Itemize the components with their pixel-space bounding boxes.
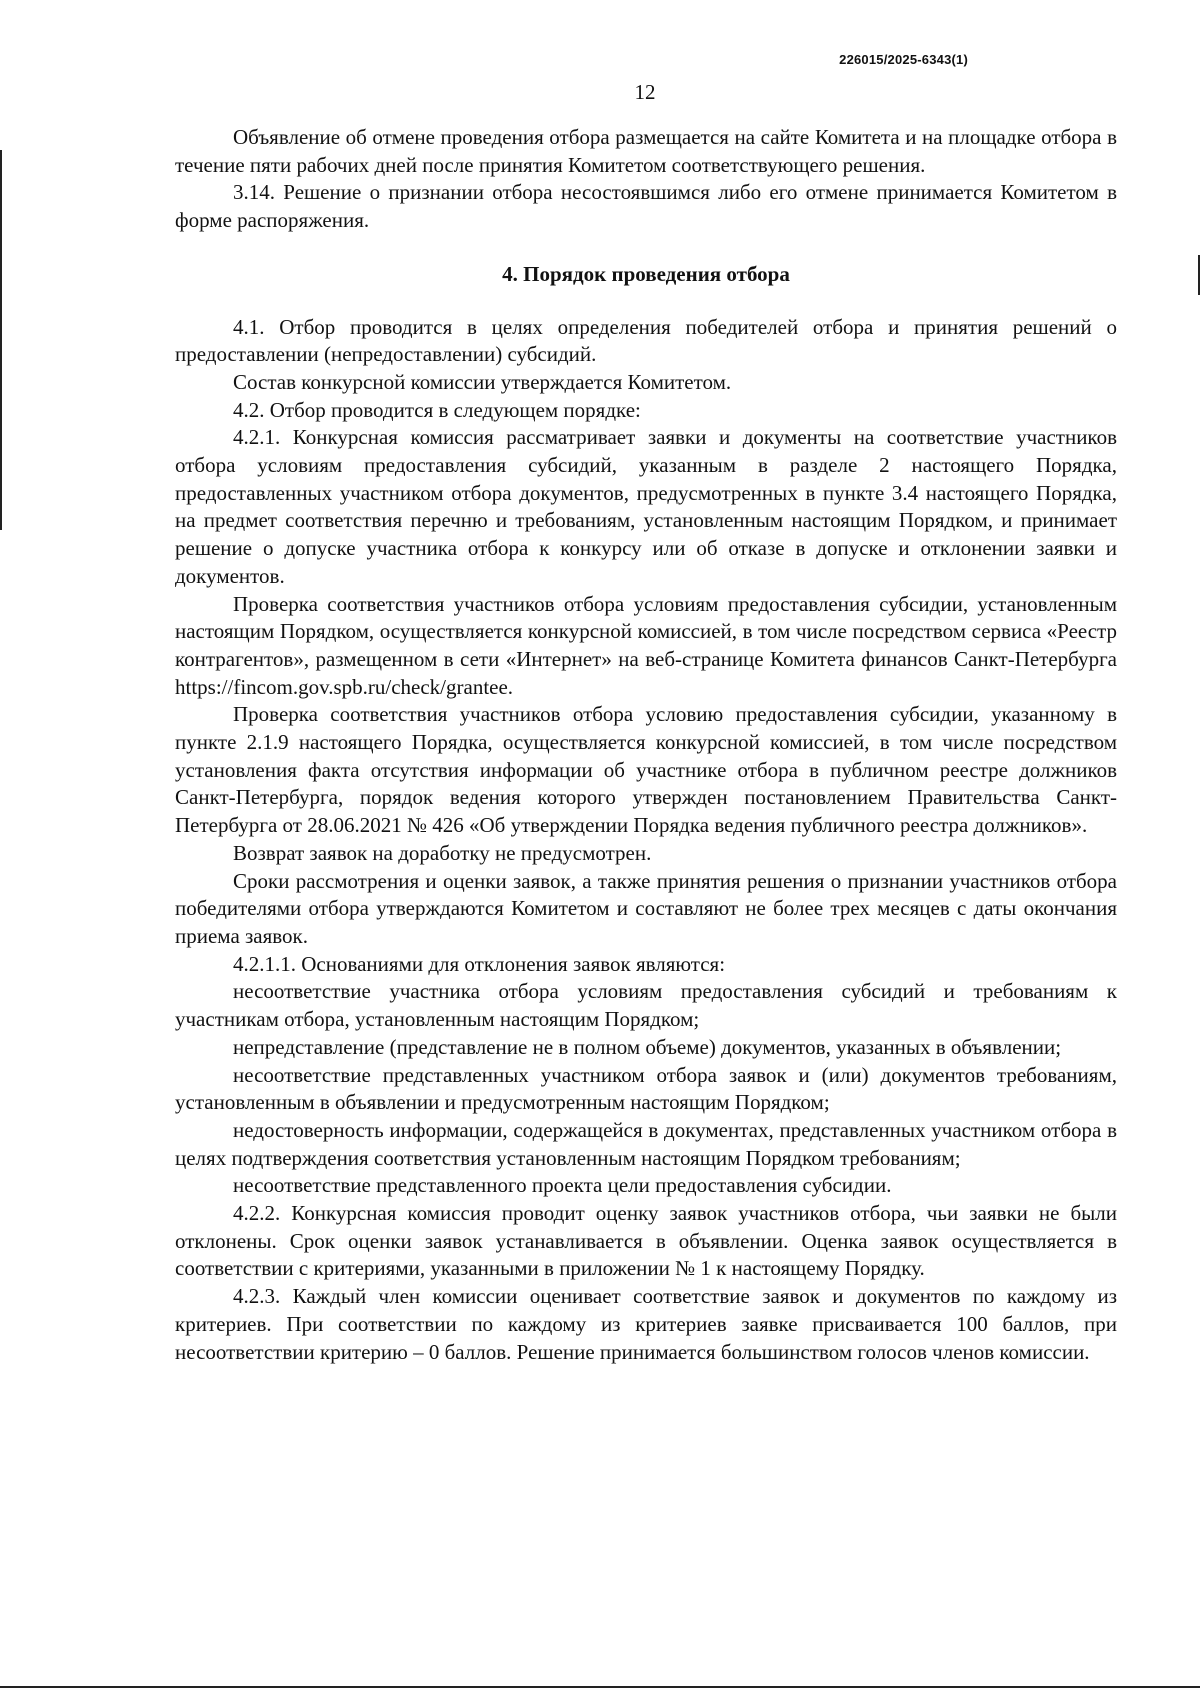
- paragraph-4-2-3: 4.2.3. Каждый член комиссии оценивает соответствие заявок и документов по каждому из критериев. При соответствии по каждому из критериев заявке присваивается 100 баллов, при несоответствии критерию – 0 баллов. Решение принимается большинством голосов членов комиссии.: [175, 1284, 1117, 1364]
- page-number: 12: [634, 80, 656, 104]
- paragraph-4-2-2: 4.2.2. Конкурсная комиссия проводит оценку заявок участников отбора, чьи заявки не были отклонены. Срок оценки заявок устанавливается в объявлении. Оценка заявок осуществляется в соответствии с критериями, указанными в приложении № 1 к настоящему Порядку.: [175, 1201, 1117, 1281]
- paragraph-contractor-registry-check: Проверка соответствия участников отбора условиям предоставления субсидии, установленным настоящим Порядком, осуществляется конкурсной комиссией, в том числе посредством сервиса «Реестр контрагентов», размещенном в сети «Интернет» на веб-странице Комитета финансов Санкт-Петербурга https://fincom.gov.spb.ru/check/grantee.: [175, 591, 1117, 699]
- scan-edge-left-mark: [0, 150, 2, 530]
- paragraph-4-1: 4.1. Отбор проводится в целях определения победителей отбора и принятия решений о предоставлении (непредоставлении) субсидий.: [175, 314, 1117, 367]
- scan-edge-bottom-line: [0, 1686, 1200, 1688]
- paragraph-4-2-1-1: 4.2.1.1. Основаниями для отклонения заявок являются:: [233, 951, 726, 976]
- paragraph-3-14: 3.14. Решение о признании отбора несостоявшимся либо его отмене принимается Комитетом в форме распоряжения.: [175, 180, 1117, 233]
- document-id: 226015/2025-6343(1): [839, 52, 968, 67]
- rejection-ground-1: несоответствие участника отбора условиям предоставления субсидий и требованиям к участникам отбора, установленным настоящим Порядком;: [175, 979, 1117, 1032]
- document-body: [175, 124, 1117, 1366]
- paragraph-4-2: 4.2. Отбор проводится в следующем порядке:: [233, 397, 641, 422]
- paragraph-review-terms: Сроки рассмотрения и оценки заявок, а также принятия решения о признании участников отбора победителями отбора утверждаются Комитетом и составляют не более трех месяцев с даты окончания приема заявок.: [175, 868, 1117, 948]
- rejection-ground-2: непредставление (представление не в полном объеме) документов, указанных в объявлении;: [233, 1034, 1062, 1059]
- rejection-ground-5: несоответствие представленного проекта цели предоставления субсидии.: [233, 1173, 892, 1198]
- paragraph-debtor-registry-check: Проверка соответствия участников отбора условию предоставления субсидии, указанному в пункте 2.1.9 настоящего Порядка, осуществляется конкурсной комиссией, в том числе посредством установления факта отсутствия информации об участнике отбора в публичном реестре должников Санкт-Петербурга, порядок ведения которого утвержден постановлением Правительства Санкт-Петербурга от 28.06.2021 № 426 «Об утверждении Порядка ведения публичного реестра должников».: [175, 702, 1117, 838]
- section-4-title: 4. Порядок проведения отбора: [502, 261, 790, 286]
- rejection-ground-4: недостоверность информации, содержащейся в документах, представленных участником отбора в целях подтверждения соответствия установленным настоящим Порядком требованиям;: [175, 1117, 1117, 1170]
- rejection-ground-3: несоответствие представленных участником отбора заявок и (или) документов требованиям, установленным в объявлении и предусмотренным настоящим Порядком;: [175, 1062, 1117, 1115]
- paragraph-commission-composition: Состав конкурсной комиссии утверждается Комитетом.: [233, 369, 732, 394]
- paragraph-no-returns: Возврат заявок на доработку не предусмотрен.: [233, 840, 652, 865]
- paragraph-4-2-1: 4.2.1. Конкурсная комиссия рассматривает заявки и документы на соответствие участников отбора условиям предоставления субсидий, указанным в разделе 2 настоящего Порядка, предоставленных участником отбора документов, предусмотренных в пункте 3.4 настоящего Порядка, на предмет соответствия перечню и требованиям, установленным настоящим Порядком, и принимает решение о допуске участника отбора к конкурсу или об отказе в допуске и отклонении заявки и документов.: [175, 425, 1117, 588]
- paragraph-cancellation-notice: Объявление об отмене проведения отбора размещается на сайте Комитета и на площадке отбора в течение пяти рабочих дней после принятия Комитетом соответствующего решения.: [175, 125, 1117, 177]
